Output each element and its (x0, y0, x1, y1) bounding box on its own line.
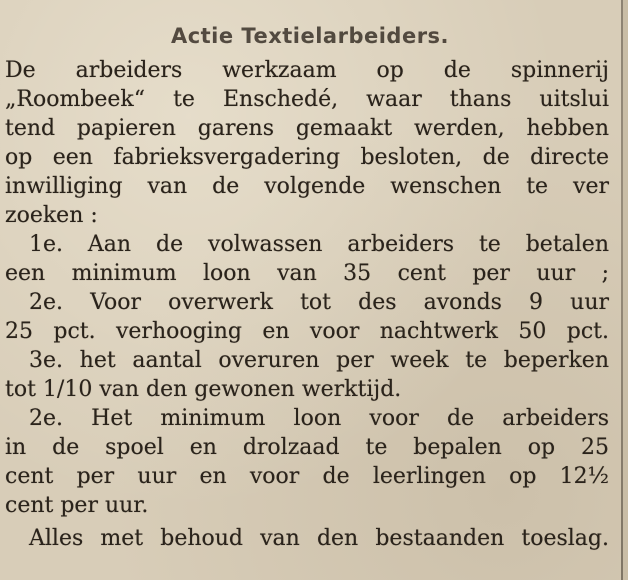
page-edge (623, 0, 628, 580)
text-line: 2e. Voor overwerk tot des avonds 9 uur (29, 290, 609, 315)
text-line: 1e. Aan de volwassen arbeiders te betalen (29, 232, 609, 257)
column-rule (621, 0, 623, 580)
text-line: „Roombeek“ te Enschedé, waar thans uitslui (5, 87, 609, 112)
text-line: Alles met behoud van den bestaanden toeslag. (29, 526, 609, 551)
text-line: 3e. het aantal overuren per week te beperken (29, 348, 609, 373)
text-line: tot 1/10 van den gewonen werktijd. (5, 377, 402, 402)
article-heading: Actie Textielarbeiders. (170, 24, 450, 48)
text-line: 25 pct. verhooging en voor nachtwerk 50 pct. (5, 319, 609, 344)
text-line: op een fabrieksvergadering besloten, de directe (5, 145, 609, 170)
text-line: een minimum loon van 35 cent per uur ; (5, 261, 609, 286)
text-line: 2e. Het minimum loon voor de arbeiders (29, 406, 609, 431)
text-line: in de spoel en drolzaad te bepalen op 25 (5, 435, 609, 460)
text-line: De arbeiders werkzaam op de spinnerij (5, 58, 609, 83)
text-line: zoeken : (5, 203, 98, 228)
text-line: cent per uur en voor de leerlingen op 12½ (5, 464, 609, 489)
text-line: inwilliging van de volgende wenschen te ver (5, 174, 609, 199)
text-line: cent per uur. (5, 493, 149, 518)
text-line: tend papieren garens gemaakt werden, hebben (5, 116, 609, 141)
